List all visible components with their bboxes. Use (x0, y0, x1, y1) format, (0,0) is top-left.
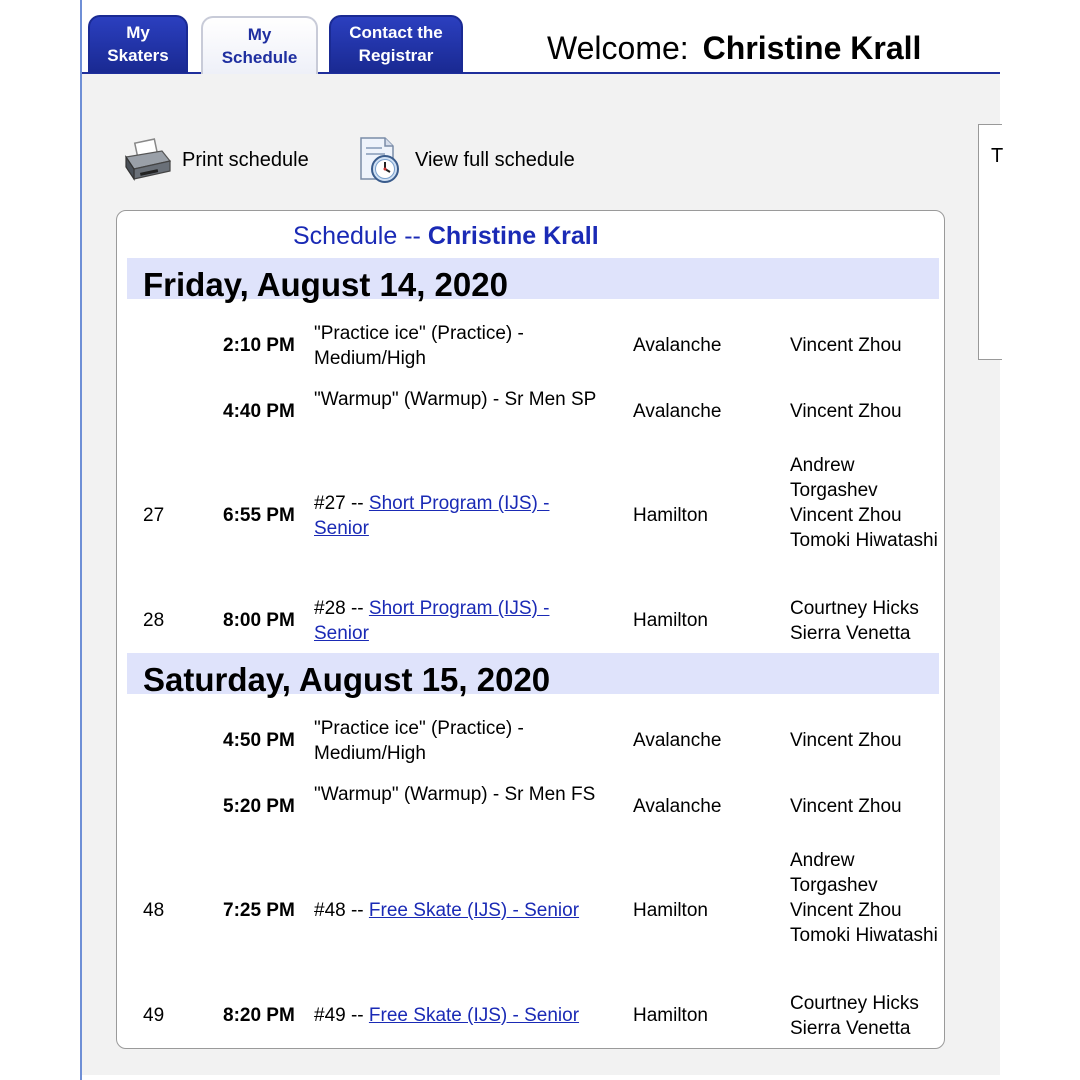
event-time: 5:20 PM (223, 796, 295, 817)
event-prefix: #49 -- (314, 1005, 369, 1026)
event-prefix: #27 -- (314, 493, 369, 514)
event-rink: Hamilton (633, 900, 708, 921)
event-description: "Warmup" (Warmup) - Sr Men SP (314, 389, 597, 410)
right-edge (1000, 0, 1080, 1080)
event-rink: Hamilton (633, 610, 708, 631)
welcome-header (547, 30, 921, 67)
event-description (314, 596, 604, 646)
event-prefix: #48 -- (314, 900, 369, 921)
view-full-schedule-button[interactable] (355, 135, 575, 185)
event-number: 49 (143, 1005, 165, 1026)
event-number: 28 (143, 610, 165, 631)
print-schedule-button[interactable] (122, 135, 309, 185)
tab-my-skaters[interactable] (88, 15, 188, 73)
event-skaters: Andrew Torgashev Vincent Zhou Tomoki Hiwatashi (790, 455, 938, 551)
schedule-clock-icon (355, 135, 405, 185)
schedule-row (117, 385, 946, 437)
event-description: "Warmup" (Warmup) - Sr Men FS (314, 784, 596, 805)
welcome-name: Christine Krall (702, 30, 922, 66)
tab-my-skaters-label: My Skaters (107, 23, 169, 65)
side-panel (978, 124, 1002, 360)
tab-contact-registrar-label: Contact the Registrar (349, 23, 443, 65)
event-time: 8:00 PM (223, 610, 295, 631)
event-rink: Avalanche (633, 796, 722, 817)
event-link[interactable]: Free Skate (IJS) - Senior (368, 1005, 580, 1026)
event-description: "Practice ice" (Practice) - Medium/High (314, 323, 524, 369)
schedule-title-name: Christine Krall (427, 222, 599, 250)
event-skaters: Vincent Zhou (790, 730, 902, 751)
schedule-row (117, 714, 946, 766)
event-link[interactable]: Free Skate (IJS) - Senior (368, 900, 580, 921)
tab-my-schedule-label: My Schedule (221, 25, 298, 67)
schedule-row (117, 319, 946, 371)
day-date: Saturday, August 15, 2020 (143, 661, 551, 698)
day-header (127, 258, 939, 303)
tab-my-schedule[interactable] (201, 16, 318, 74)
event-skaters: Andrew Torgashev Vincent Zhou Tomoki Hiwatashi (790, 850, 938, 946)
side-panel-text: T (991, 145, 1004, 167)
event-time: 6:55 PM (223, 505, 295, 526)
event-description (314, 1003, 604, 1028)
event-time: 4:50 PM (223, 730, 295, 751)
schedule-row (117, 989, 946, 1041)
event-time: 4:40 PM (223, 401, 295, 422)
event-prefix: #28 -- (314, 598, 369, 619)
event-description (314, 898, 604, 923)
schedule-card (116, 210, 945, 1049)
event-rink: Avalanche (633, 730, 722, 751)
event-number: 48 (143, 900, 165, 921)
event-link[interactable]: Short Program (IJS) - Senior (314, 598, 550, 644)
event-skaters: Vincent Zhou (790, 401, 902, 422)
printer-icon (122, 135, 172, 185)
schedule-row (117, 594, 946, 646)
welcome-prefix: Welcome: (547, 30, 689, 66)
event-skaters: Courtney Hicks Sierra Venetta (790, 993, 919, 1039)
event-rink: Avalanche (633, 401, 722, 422)
event-number: 27 (143, 505, 165, 526)
event-link[interactable]: Short Program (IJS) - Senior (314, 493, 550, 539)
event-skaters: Vincent Zhou (790, 335, 902, 356)
event-skaters: Vincent Zhou (790, 796, 902, 817)
print-schedule-label: Print schedule (182, 148, 309, 171)
event-skaters: Courtney Hicks Sierra Venetta (790, 598, 919, 644)
event-time: 8:20 PM (223, 1005, 295, 1026)
schedule-row (117, 780, 946, 832)
event-description: "Practice ice" (Practice) - Medium/High (314, 718, 524, 764)
day-header (127, 653, 939, 698)
schedule-title-prefix: Schedule -- (293, 222, 421, 250)
event-rink: Hamilton (633, 505, 708, 526)
view-full-schedule-label: View full schedule (415, 148, 575, 171)
event-rink: Hamilton (633, 1005, 708, 1026)
frame-left-rule (80, 0, 82, 1080)
event-time: 7:25 PM (223, 900, 295, 921)
schedule-title (293, 222, 599, 251)
event-rink: Avalanche (633, 335, 722, 356)
event-description (314, 491, 604, 541)
event-time: 2:10 PM (223, 335, 295, 356)
day-date: Friday, August 14, 2020 (143, 266, 508, 303)
tab-contact-registrar[interactable] (329, 15, 463, 73)
schedule-row (117, 847, 946, 973)
schedule-row (117, 452, 946, 578)
